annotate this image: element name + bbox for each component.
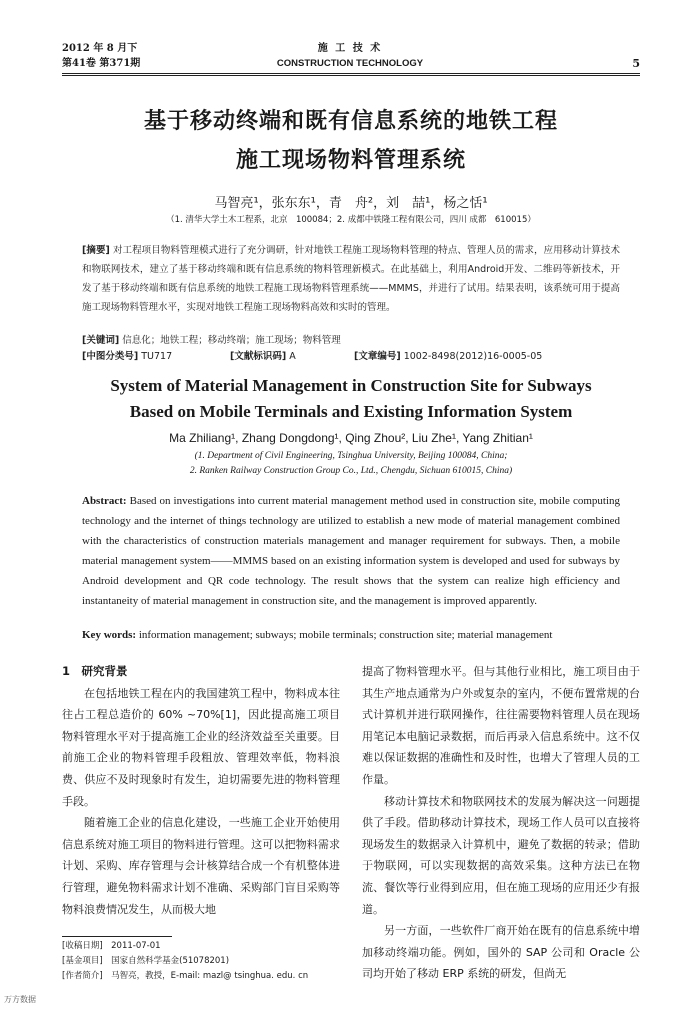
paragraph: 随着施工企业的信息化建设，一些施工企业开始使用信息系统对施工项目的物料进行管理。这可以把物料需求计划、采购、库存管理与会计核算结合成一个有机整体进行管理，避免物料需求计划不准确、采购部门盲目采购等物料浪费情况发生，从而极大地 [62, 816, 340, 916]
journal-name-en: CONSTRUCTION TECHNOLOGY [276, 58, 424, 69]
authors-en: Ma Zhiliang¹, Zhang Dongdong¹, Qing Zhou², Liu Zhe¹, Yang Zhitian¹ [169, 431, 533, 445]
paragraph: 提高了物料管理水平。但与其他行业相比，施工项目由于其生产地点通常为户外或复杂的室内，不便布置常规的台式计算机并进行联网操作，往往需要物料管理人员在现场用笔记本电脑记录数据，而后再录入信息系统中。这不仅难以保证数据的准确性和及时性，也增大了管理人员的工作量。 [362, 665, 640, 786]
abstract-en [82, 491, 620, 611]
affiliation-cn: （1. 清华大学土木工程系，北京 100084；2. 成都中铁隆工程有限公司，四川 成都 610015） [166, 215, 536, 225]
affiliation-en-1: (1. Department of Civil Engineering, Tsinghua University, Beijing 100084, China; [194, 451, 508, 461]
article-no-label: [文章编号] [354, 351, 401, 362]
footnote-rule [62, 936, 172, 937]
header-rule-2 [62, 75, 640, 76]
volume-issue: 第41卷 第371期 [62, 58, 141, 69]
abstract-cn [82, 241, 620, 317]
page-number: 5 [632, 57, 640, 70]
article-no-value: 1002-8498(2012)16-0005-05 [403, 351, 543, 362]
title-cn-line1: 基于移动终端和既有信息系统的地铁工程 [143, 108, 558, 134]
section-heading: 1 研究背景 [62, 664, 128, 678]
doc-code-label: [文献标识码] [230, 351, 287, 362]
footnote-fund: [基金项目] 国家自然科学基金(51078201) [62, 956, 230, 966]
body-left-column [62, 661, 340, 920]
issue-date: 2012 年 8 月下 [62, 43, 138, 54]
abstract-en-text: Based on investigations into current material management method used in construction site, mobile computing technology and the internet of things technology are utilized to establish a new mode of material management combined with the characteristics of construction materials management and manager requirement for subways. Then, a mobile material management system——MMMS based on an existing information system is developed and used for subways by Android development and QR code technology. The result shows that the system can realize high efficiency and instantaneity of material management in construction site, and the management is improved apparently. [82, 495, 620, 607]
keywords-en [82, 625, 620, 645]
footnotes [62, 939, 352, 984]
clc-label: [中图分类号] [82, 351, 139, 362]
affiliation-en-2: 2. Ranken Railway Construction Group Co., Ltd., Chengdu, Sichuan 610015, China) [189, 466, 513, 476]
footnote-received: [收稿日期] 2011-07-01 [62, 941, 161, 951]
body-right-column [362, 661, 640, 985]
keywords-en-text: information management; subways; mobile terminals; construction site; material management [138, 629, 553, 641]
paragraph: 在包括地铁工程在内的我国建筑工程中，物料成本往往占工程总造价的 60% ~70%[1]，因此提高施工项目物料管理水平对于提高施工企业的经济效益至关重要。目前施工企业的物料管理手段粗放、管理效率低，物料浪费、供应不及时现象时有发生，迫切需要先进的物料管理手段。 [62, 686, 340, 808]
abstract-en-label: Abstract: [82, 495, 127, 507]
title-en-line2: Based on Mobile Terminals and Existing Information System [129, 402, 573, 421]
header-rule [62, 73, 640, 74]
clc-value: TU717 [141, 351, 173, 362]
abstract-cn-label: [摘要] [82, 245, 110, 256]
title-cn-line2: 施工现场物料管理系统 [235, 147, 466, 173]
authors-cn: 马智亮¹，张东东¹，青 舟²，刘 喆¹，杨之恬¹ [214, 196, 488, 211]
keywords-cn-label: [关键词] [82, 335, 120, 346]
watermark: 万方数据 [4, 995, 36, 1004]
paragraph: 另一方面，一些软件厂商开始在既有的信息系统中增加移动终端功能。例如，国外的 SAP 公司和 Oracle 公司均开始了移动 ERP 系统的研发，但尚无 [362, 924, 640, 981]
footnote-author: [作者简介] 马智亮，教授，E-mail: mazl@ tsinghua. edu. cn [62, 971, 309, 981]
abstract-cn-text: 对工程项目物料管理模式进行了充分调研，针对地铁工程施工现场物料管理的特点、管理人员的需求，应用移动计算技术和物联网技术，建立了基于移动终端和既有信息系统的物料管理新模式。在此基础上，利用Android开发、二维码等新技术，开发了基于移动终端和既有信息系统的地铁工程施工现场物料管理系统——MMMS，并进行了试用。结果表明，该系统可用于提高施工现场物料管理水平，实现对地铁工程施工现场物料高效和实时的管理。 [82, 245, 620, 313]
title-en-line1: System of Material Management in Construction Site for Subways [110, 376, 592, 395]
paragraph: 移动计算技术和物联网技术的发展为解决这一问题提供了手段。借助移动计算技术，现场工作人员可以直接将现场发生的数据录入计算机中，避免了数据的转录；借助于物联网，可以实现数据的高效采集。这种方法已在物流、餐饮等行业得到应用，但在施工现场的应用还少有报道。 [362, 794, 640, 916]
doc-code-value: A [289, 351, 296, 362]
keywords-cn-text: 信息化；地铁工程；移动终端；施工现场；物料管理 [122, 335, 341, 346]
journal-name-cn: 施 工 技 术 [317, 43, 383, 54]
keywords-en-label: Key words: [82, 629, 137, 641]
